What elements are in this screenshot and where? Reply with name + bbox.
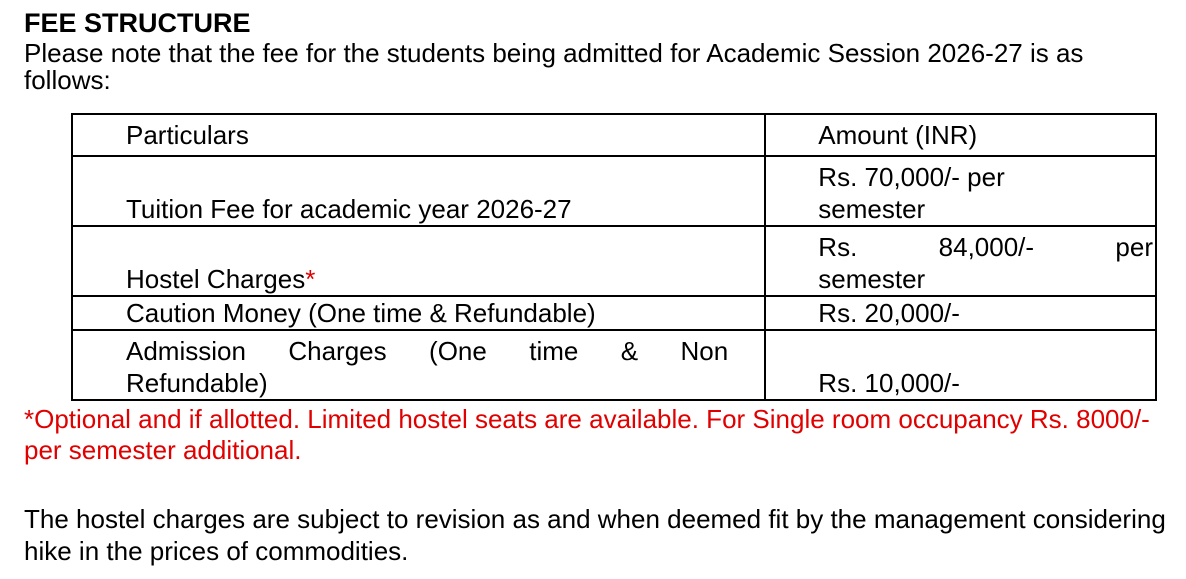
hostel-label: Hostel Charges — [126, 264, 306, 294]
caution-amount: Rs. 20,000/- — [765, 296, 1156, 330]
hostel-asterisk: * — [305, 264, 316, 294]
hostel-amount-line2: semester — [818, 264, 926, 294]
caution-particular: Caution Money (One time & Refundable) — [72, 296, 765, 330]
table-row-hostel — [72, 226, 1156, 296]
admission-particular — [72, 330, 765, 400]
admission-word: Non — [680, 336, 729, 366]
admission-word: Admission — [126, 336, 246, 366]
admission-word: (One — [429, 336, 487, 366]
admission-particular-line2: Refundable) — [126, 368, 268, 398]
admission-word: time — [529, 336, 579, 366]
table-row-tuition — [72, 156, 1156, 226]
admission-word: Charges — [288, 336, 387, 366]
fee-table — [71, 113, 1157, 401]
admission-amount: Rs. 10,000/- — [765, 330, 1156, 400]
admission-word: & — [620, 336, 639, 366]
intro-text: Please note that the fee for the students being admitted for Academic Session 2026-27 is as follows: — [24, 38, 1084, 95]
hostel-amount-line1 — [818, 231, 1155, 263]
hostel-amount-rs: Rs. — [818, 232, 858, 262]
table-row-admission — [72, 330, 1156, 400]
header-amount: Amount (INR) — [765, 114, 1156, 156]
document — [24, 6, 1166, 94]
tuition-particular: Tuition Fee for academic year 2026-27 — [72, 156, 765, 226]
optional-note: *Optional and if allotted. Limited hostel seats are available. For Single room occupancy Rs. 8000/- per semester additional. — [24, 404, 1150, 465]
header-particulars: Particulars — [72, 114, 765, 156]
hostel-amount — [765, 226, 1156, 296]
hostel-amount-value: 84,000/- — [938, 232, 1035, 262]
revision-text: The hostel charges are subject to revision as and when deemed fit by the management considering hike in the prices of commodities. — [24, 504, 1166, 566]
table-row-caution — [72, 296, 1156, 330]
tuition-amount-line2: semester — [818, 194, 926, 224]
tuition-amount — [765, 156, 1156, 226]
admission-particular-line1 — [126, 335, 764, 367]
tuition-amount-line1: Rs. 70,000/- per — [818, 162, 1005, 192]
hostel-amount-per: per — [1115, 232, 1153, 262]
hostel-particular — [72, 226, 765, 296]
page-title: FEE STRUCTURE — [24, 8, 251, 38]
table-header-row — [72, 114, 1156, 156]
